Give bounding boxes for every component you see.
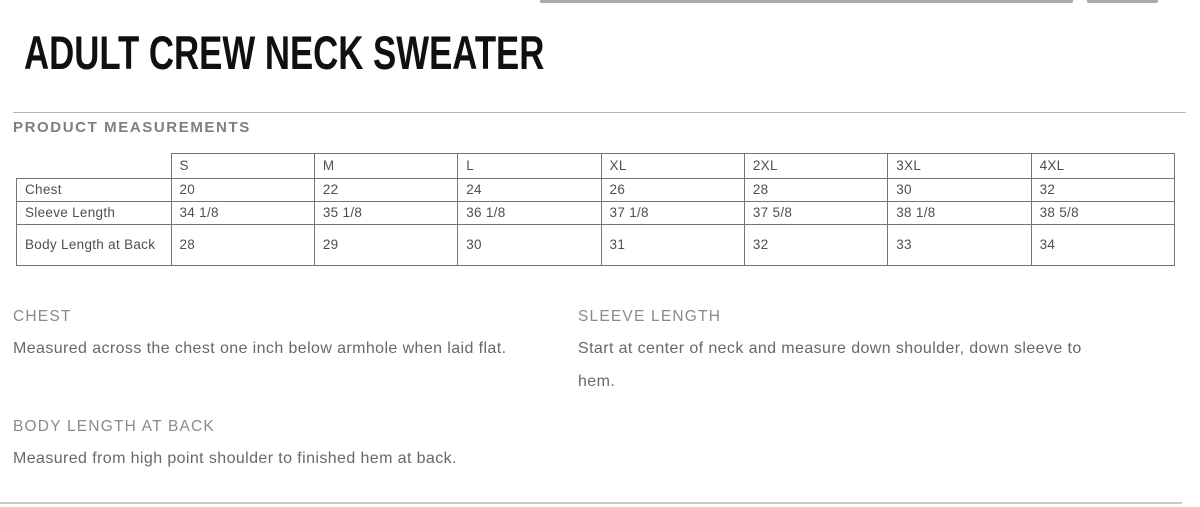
window-edge-decoration-left (540, 0, 1073, 3)
measurement-value-cell: 33 (888, 225, 1031, 266)
measurement-value-cell: 29 (314, 225, 457, 266)
page-content (0, 26, 1200, 475)
table-row (17, 225, 1175, 266)
definition-section (13, 308, 578, 398)
header-divider (13, 112, 1186, 113)
measurement-value-cell: 24 (458, 179, 601, 202)
table-body (17, 179, 1175, 266)
definition-term: BODY LENGTH AT BACK (13, 418, 215, 435)
measurement-value-cell: 37 1/8 (601, 202, 744, 225)
measurement-value-cell: 28 (171, 225, 314, 266)
measurement-value-cell: 38 5/8 (1031, 202, 1174, 225)
measurement-value-cell: 34 1/8 (171, 202, 314, 225)
measurement-value-cell: 32 (744, 225, 887, 266)
table-row (17, 202, 1175, 225)
measurement-value-cell: 34 (1031, 225, 1174, 266)
measurement-value-cell: 32 (1031, 179, 1174, 202)
measurement-value-cell: 36 1/8 (458, 202, 601, 225)
size-column-header: 4XL (1031, 154, 1174, 179)
measurement-row-label: Chest (17, 179, 172, 202)
definition-description: Start at center of neck and measure down shoulder, down sleeve to hem. (578, 340, 1082, 390)
measurement-value-cell: 28 (744, 179, 887, 202)
measurements-table (16, 153, 1175, 266)
measurement-value-cell: 38 1/8 (888, 202, 1031, 225)
measurement-definitions (13, 308, 1186, 475)
window-edge-decoration-right (1087, 0, 1158, 3)
size-column-header: 3XL (888, 154, 1031, 179)
measurement-row-label: Body Length at Back (17, 225, 172, 266)
definition-term: SLEEVE LENGTH (578, 308, 722, 325)
size-column-header: M (314, 154, 457, 179)
bottom-divider (0, 502, 1182, 504)
size-column-header: XL (601, 154, 744, 179)
definition-section (13, 418, 578, 475)
definition-term: CHEST (13, 308, 72, 325)
measurement-value-cell: 22 (314, 179, 457, 202)
measurement-row-label: Sleeve Length (17, 202, 172, 225)
size-column-header: L (458, 154, 601, 179)
size-column-header: S (171, 154, 314, 179)
definition-description: Measured from high point shoulder to finished hem at back. (13, 450, 457, 467)
measurement-value-cell: 26 (601, 179, 744, 202)
table-header-row (17, 154, 1175, 179)
measurement-value-cell: 37 5/8 (744, 202, 887, 225)
definition-description: Measured across the chest one inch below armhole when laid flat. (13, 340, 507, 357)
product-measurements-heading: PRODUCT MEASUREMENTS (13, 119, 251, 136)
measurement-value-cell: 30 (888, 179, 1031, 202)
size-column-header: 2XL (744, 154, 887, 179)
measurement-value-cell: 30 (458, 225, 601, 266)
table-row (17, 179, 1175, 202)
measurement-value-cell: 35 1/8 (314, 202, 457, 225)
definition-section (578, 308, 1103, 398)
measurement-value-cell: 31 (601, 225, 744, 266)
measurement-value-cell: 20 (171, 179, 314, 202)
page-title: ADULT CREW NECK SWEATER (24, 26, 545, 79)
corner-cell (17, 154, 172, 179)
